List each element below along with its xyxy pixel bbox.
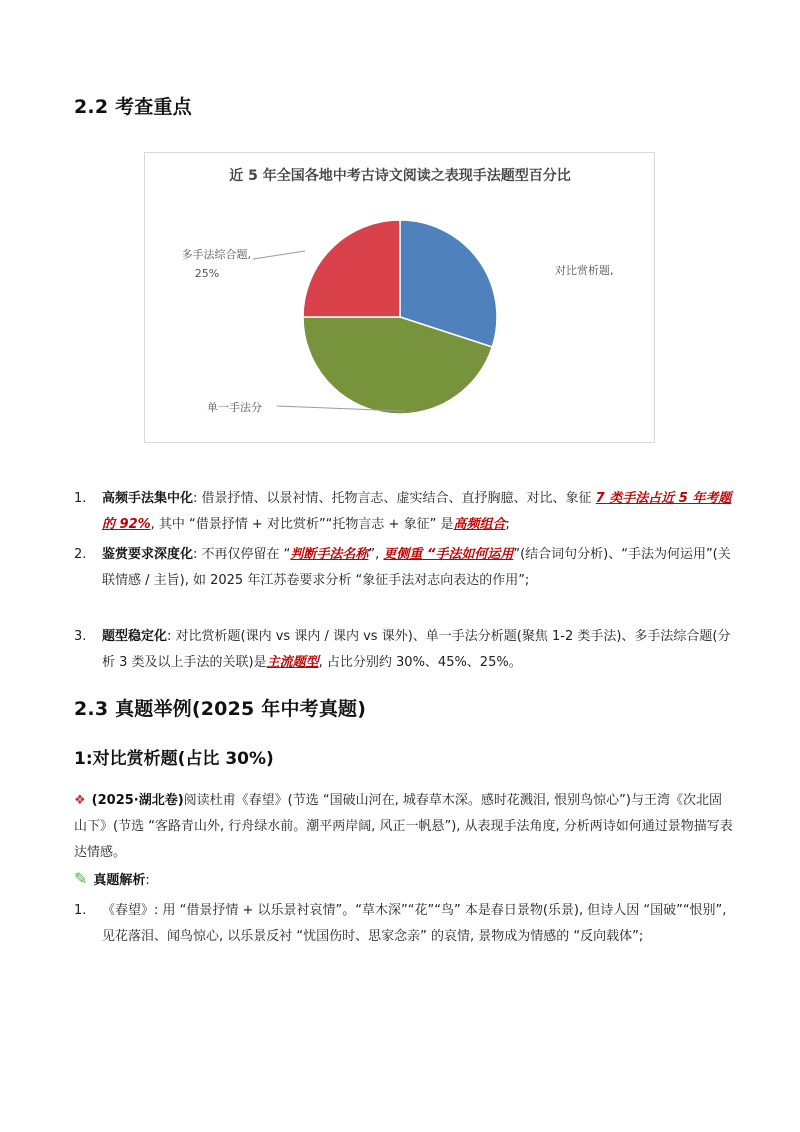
highlight-text: 高频组合	[453, 517, 506, 532]
highlight-text: 更侧重 “手法如何运用	[383, 547, 514, 562]
list-item-text: , 其中 “借景抒情 + 对比赏析”“托物言志 + 象征” 是	[150, 517, 454, 532]
pie-chart-svg	[145, 153, 656, 444]
list-item-2	[74, 542, 734, 594]
pie-chart	[144, 152, 655, 443]
list-number: 3.	[74, 629, 87, 644]
list-number: 1.	[74, 491, 87, 506]
chart-title: 近 5 年全国各地中考古诗文阅读之表现手法题型百分比	[229, 168, 571, 184]
list-item-3	[74, 624, 734, 676]
pie-label-1: 对比赏析题,	[555, 264, 614, 277]
list-item-text: : 对比赏析题(课内 vs 课内 / 课内 vs 课外)、单一手法分析题(聚焦 1-2 类手法)、多手法综合题(分析 3 类及以上手法的关联)是	[102, 629, 731, 670]
section-heading-2-2: 2.2 考查重点	[74, 96, 192, 118]
pie-leader-line-3	[253, 251, 305, 259]
list-item-text: ;	[505, 517, 510, 532]
pie-label-3: 多手法综合题,	[181, 248, 251, 261]
list-item-title: 高频手法集中化	[102, 491, 194, 506]
diamond-bullet-icon: ❖	[74, 793, 86, 808]
list-item-1	[74, 486, 734, 538]
analysis-item-1	[74, 898, 734, 950]
analysis-label-row	[74, 866, 734, 894]
list-item-title: 鉴赏要求深度化	[102, 547, 194, 562]
pie-value-label-3: 25%	[194, 267, 220, 280]
list-item-text: : 不再仅停留在 “	[193, 547, 291, 562]
section-heading-2-3: 2.3 真题举例(2025 年中考真题)	[74, 698, 367, 720]
highlight-text: 7 类手法占近 5 年考题的 92%	[102, 491, 732, 532]
list-number: 1.	[74, 903, 87, 918]
exam-question	[74, 788, 734, 866]
question-source: (2025·湖北卷)	[91, 793, 184, 808]
subsection-heading: 1:对比赏析题(占比 30%)	[74, 749, 274, 769]
list-number: 2.	[74, 547, 87, 562]
pie-label-2: 单一手法分	[207, 401, 262, 414]
list-item-text: ”(结合词句分析)、“手法为何运用”(关联情感 / 主旨), 如 2025 年江苏卷要求分析 “象征手法对志向表达的作用”;	[102, 547, 731, 588]
highlight-text: 主流题型	[266, 655, 319, 670]
list-item-text: ”,	[368, 547, 384, 562]
question-text: 阅读杜甫《春望》(节选 “国破山河在, 城春草木深。感时花溅泪, 恨别鸟惊心”)与王湾《次北固山下》(节选 “客路青山外, 行舟绿水前。潮平两岸阔, 风正一帆悬”), 从表现手法角度, 分析两诗如何通过景物描写表达情感。	[74, 793, 733, 860]
highlight-text: 判断手法名称	[290, 547, 369, 562]
list-item-text: , 占比分别约 30%、45%、25%。	[318, 655, 522, 670]
pie-slice-3	[303, 220, 400, 317]
pencil-icon: ✎	[74, 869, 88, 888]
analysis-colon: :	[145, 873, 150, 888]
list-item-text: : 借景抒情、以景衬情、托物言志、虚实结合、直抒胸臆、对比、象征	[193, 491, 596, 506]
analysis-item-text: 《春望》: 用 “借景抒情 + 以乐景衬哀情”。“草木深”“花”“鸟” 本是春日景物(乐景), 但诗人因 “国破”“恨别”, 见花落泪、闻鸟惊心, 以乐景反衬 “忧国伤时、思家念亲” 的哀情, 景物成为情感的 “反向载体”;	[102, 903, 727, 944]
list-item-title: 题型稳定化	[102, 629, 168, 644]
analysis-label: 真题解析	[93, 873, 146, 888]
